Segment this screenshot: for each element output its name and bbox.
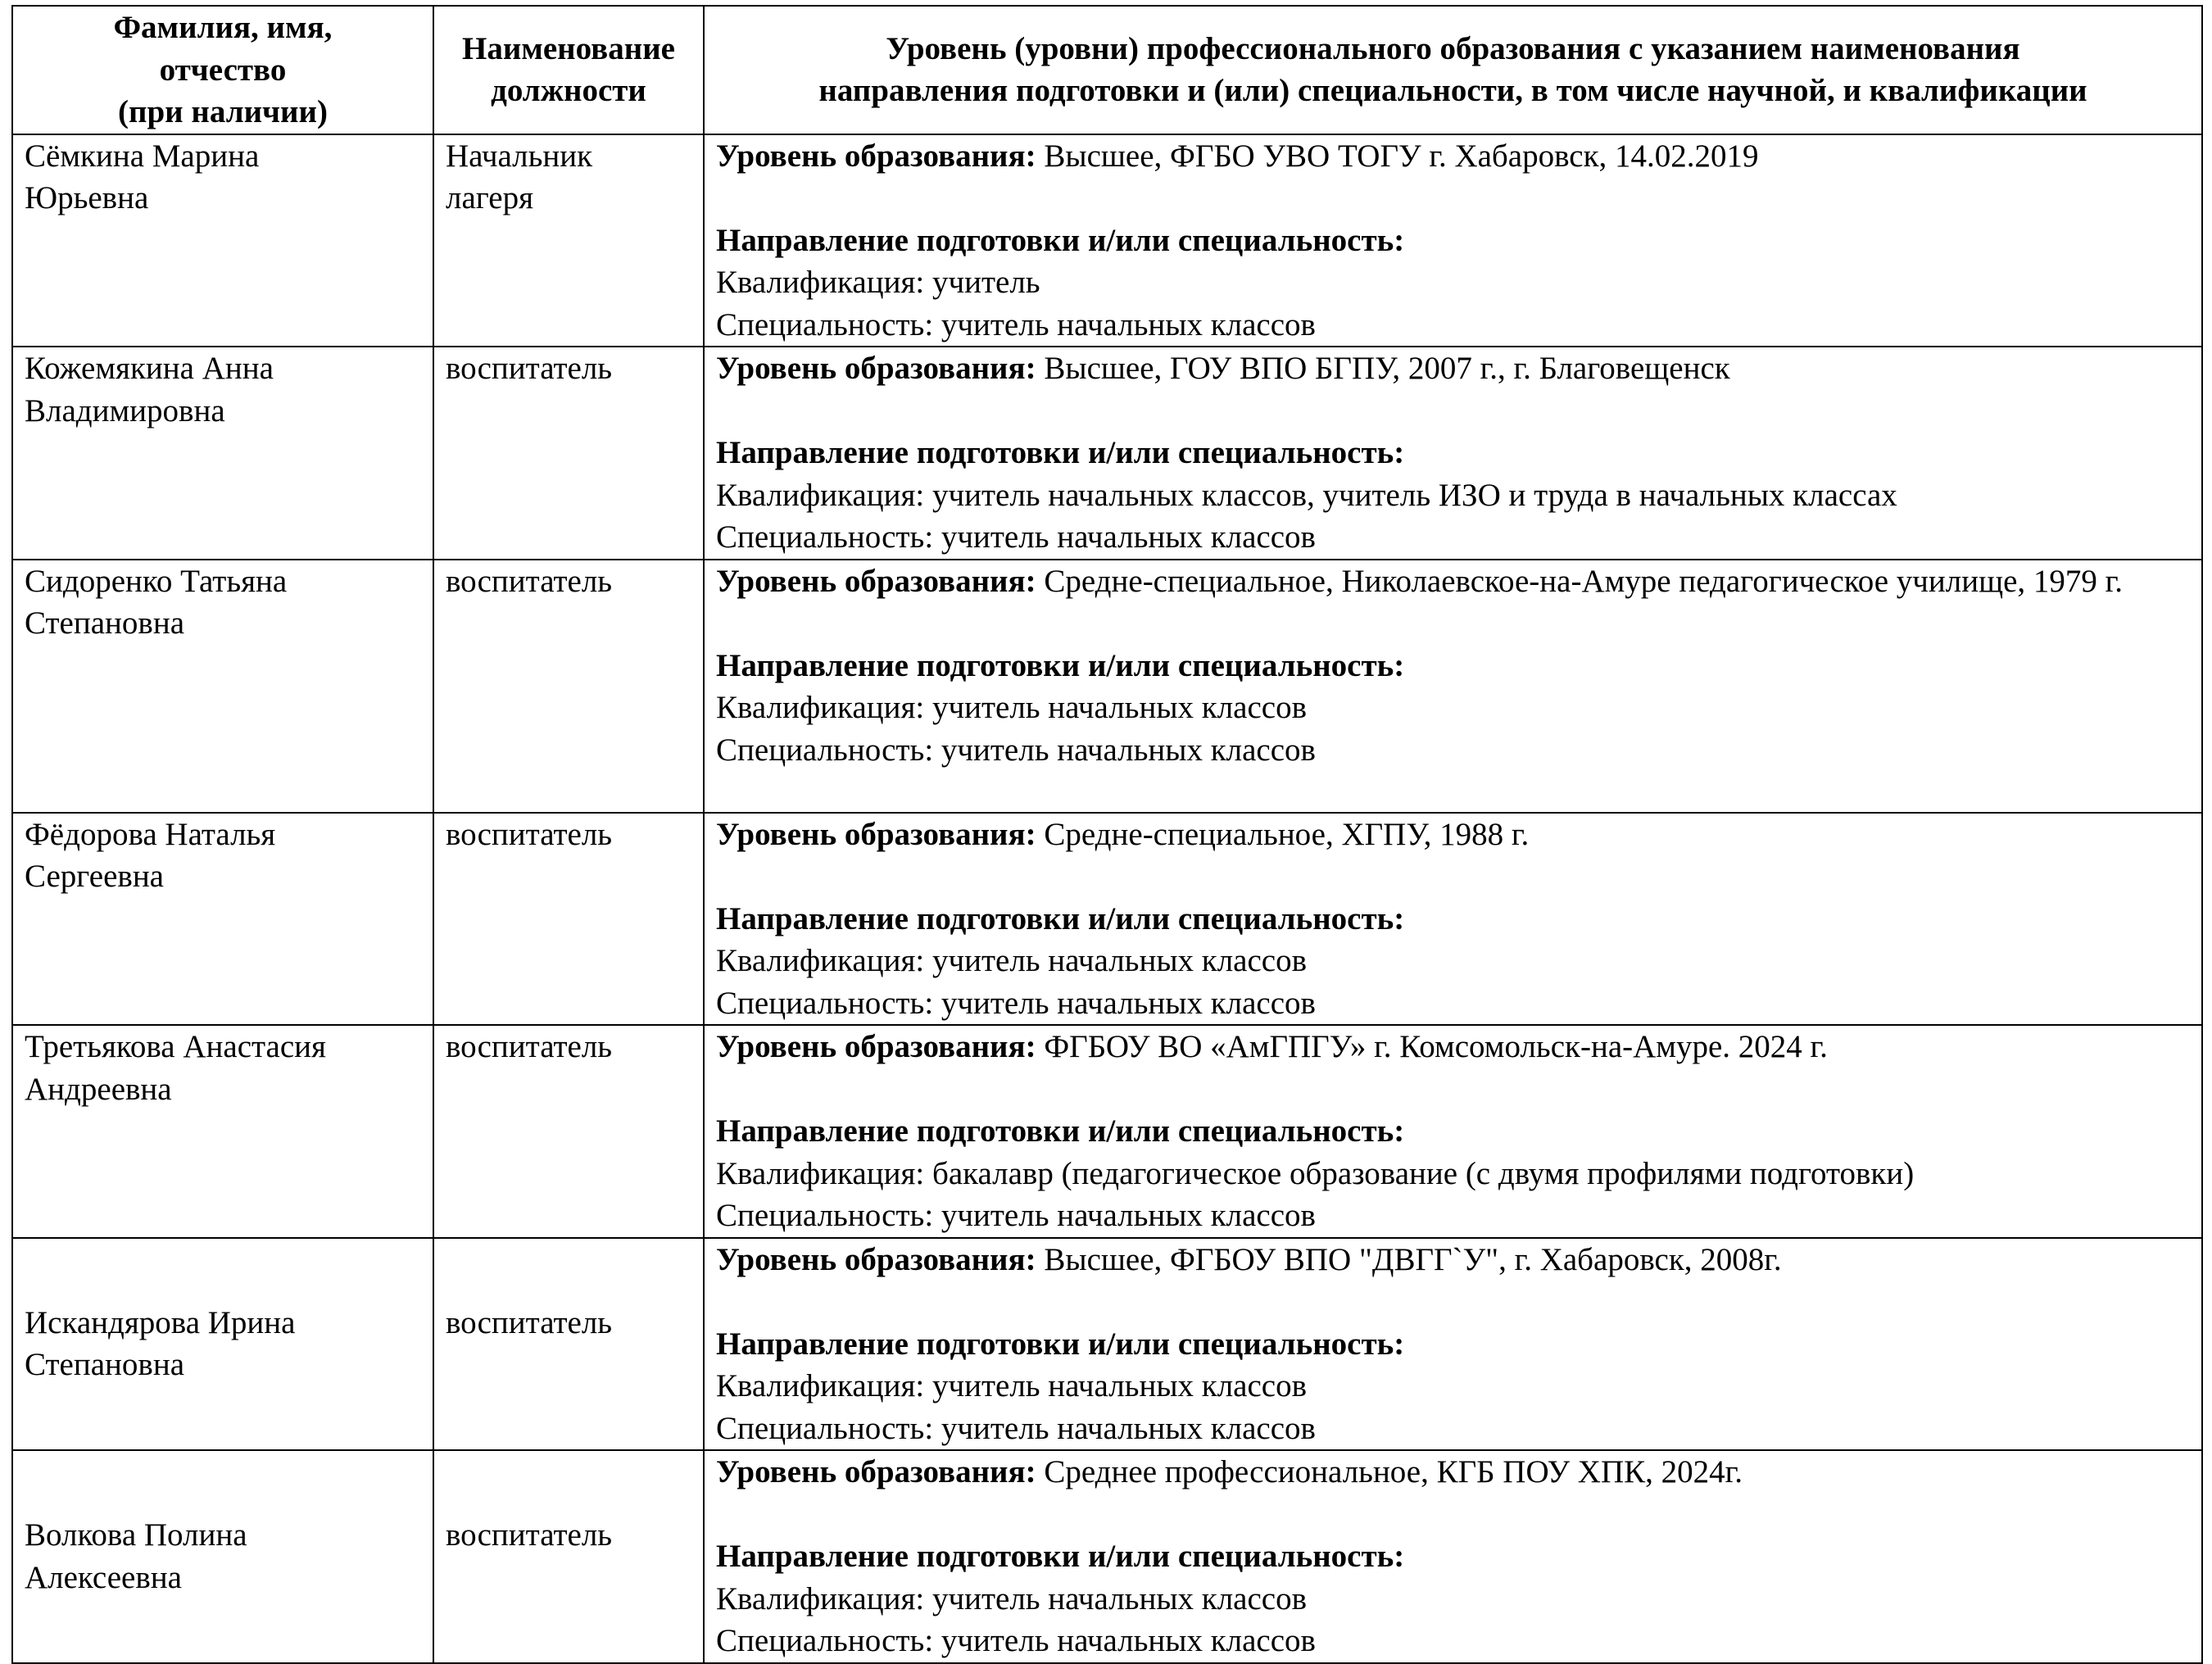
table-row bbox=[12, 134, 2202, 347]
qualification: Квалификация: учитель начальных классов, учитель ИЗО и труда в начальных классах bbox=[716, 477, 1897, 513]
cell-position: воспитатель bbox=[433, 347, 704, 560]
header-full-name: Фамилия, имя, отчество (при наличии) bbox=[12, 6, 433, 134]
education-level: Уровень образования: ФГБОУ ВО «АмГПГУ» г. Комсомольск-на-Амуре. 2024 г. bbox=[716, 1029, 1828, 1064]
specialty: Специальность: учитель начальных классов bbox=[716, 732, 1316, 768]
cell-full-name: Искандярова Ирина Степановна bbox=[12, 1238, 433, 1451]
cell-full-name: Сёмкина Марина Юрьевна bbox=[12, 134, 433, 347]
education-level: Уровень образования: Средне-специальное, ХГПУ, 1988 г. bbox=[716, 816, 1530, 852]
table-row bbox=[12, 813, 2202, 1026]
direction-label: Направление подготовки и/или специальность: bbox=[716, 222, 1405, 258]
cell-education bbox=[704, 1025, 2202, 1238]
direction-label: Направление подготовки и/или специальность: bbox=[716, 647, 1405, 683]
cell-education bbox=[704, 347, 2202, 560]
header-education: Уровень (уровни) профессионального образования с указанием наименования направления подготовки и (или) специальности, в том числе научной, и квалификации bbox=[704, 6, 2202, 134]
table-row bbox=[12, 1025, 2202, 1238]
specialty: Специальность: учитель начальных классов bbox=[716, 1198, 1316, 1233]
qualification: Квалификация: учитель начальных классов bbox=[716, 1368, 1308, 1403]
qualification: Квалификация: учитель начальных классов bbox=[716, 943, 1308, 978]
qualification: Квалификация: учитель начальных классов bbox=[716, 1580, 1308, 1616]
cell-full-name: Кожемякина Анна Владимировна bbox=[12, 347, 433, 560]
cell-position: воспитатель bbox=[433, 560, 704, 813]
cell-position: воспитатель bbox=[433, 1025, 704, 1238]
qualification: Квалификация: учитель bbox=[716, 265, 1040, 300]
direction-label: Направление подготовки и/или специальность: bbox=[716, 1326, 1405, 1362]
specialty: Специальность: учитель начальных классов bbox=[716, 1410, 1316, 1446]
cell-education bbox=[704, 134, 2202, 347]
direction-label: Направление подготовки и/или специальность: bbox=[716, 1113, 1405, 1149]
education-level: Уровень образования: Высшее, ФГБОУ ВПО "ДВГГ`У", г. Хабаровск, 2008г. bbox=[716, 1241, 1782, 1277]
table-row bbox=[12, 1450, 2202, 1663]
direction-label: Направление подготовки и/или специальность: bbox=[716, 900, 1405, 936]
cell-position: Начальник лагеря bbox=[433, 134, 704, 347]
education-level: Уровень образования: Средне-специальное, Николаевское-на-Амуре педагогическое училище, 1979 г. bbox=[716, 563, 2124, 599]
direction-label: Направление подготовки и/или специальность: bbox=[716, 435, 1405, 470]
header-position: Наименование должности bbox=[433, 6, 704, 134]
table-row bbox=[12, 560, 2202, 813]
cell-position: воспитатель bbox=[433, 1450, 704, 1663]
cell-position: воспитатель bbox=[433, 1238, 704, 1451]
qualification: Квалификация: учитель начальных классов bbox=[716, 690, 1308, 725]
cell-full-name: Сидоренко Татьяна Степановна bbox=[12, 560, 433, 813]
specialty: Специальность: учитель начальных классов bbox=[716, 985, 1316, 1021]
table-row bbox=[12, 347, 2202, 560]
table-header-row bbox=[12, 6, 2202, 134]
qualification: Квалификация: бакалавр (педагогическое образование (с двумя профилями подготовки) bbox=[716, 1155, 1915, 1191]
direction-label: Направление подготовки и/или специальность: bbox=[716, 1539, 1405, 1574]
cell-education bbox=[704, 813, 2202, 1026]
cell-position: воспитатель bbox=[433, 813, 704, 1026]
education-level: Уровень образования: Среднее профессиональное, КГБ ПОУ ХПК, 2024г. bbox=[716, 1454, 1743, 1489]
specialty: Специальность: учитель начальных классов bbox=[716, 519, 1316, 555]
specialty: Специальность: учитель начальных классов bbox=[716, 1623, 1316, 1658]
specialty: Специальность: учитель начальных классов bbox=[716, 306, 1316, 342]
cell-education bbox=[704, 560, 2202, 813]
education-level: Уровень образования: Высшее, ФГБО УВО ТОГУ г. Хабаровск, 14.02.2019 bbox=[716, 138, 1759, 174]
cell-education bbox=[704, 1238, 2202, 1451]
cell-full-name: Фёдорова Наталья Сергеевна bbox=[12, 813, 433, 1026]
cell-full-name: Волкова Полина Алексеевна bbox=[12, 1450, 433, 1663]
cell-education bbox=[704, 1450, 2202, 1663]
table-row bbox=[12, 1238, 2202, 1451]
staff-education-table bbox=[11, 5, 2203, 1664]
education-level: Уровень образования: Высшее, ГОУ ВПО БГПУ, 2007 г., г. Благовещенск bbox=[716, 351, 1730, 386]
cell-full-name: Третьякова Анастасия Андреевна bbox=[12, 1025, 433, 1238]
